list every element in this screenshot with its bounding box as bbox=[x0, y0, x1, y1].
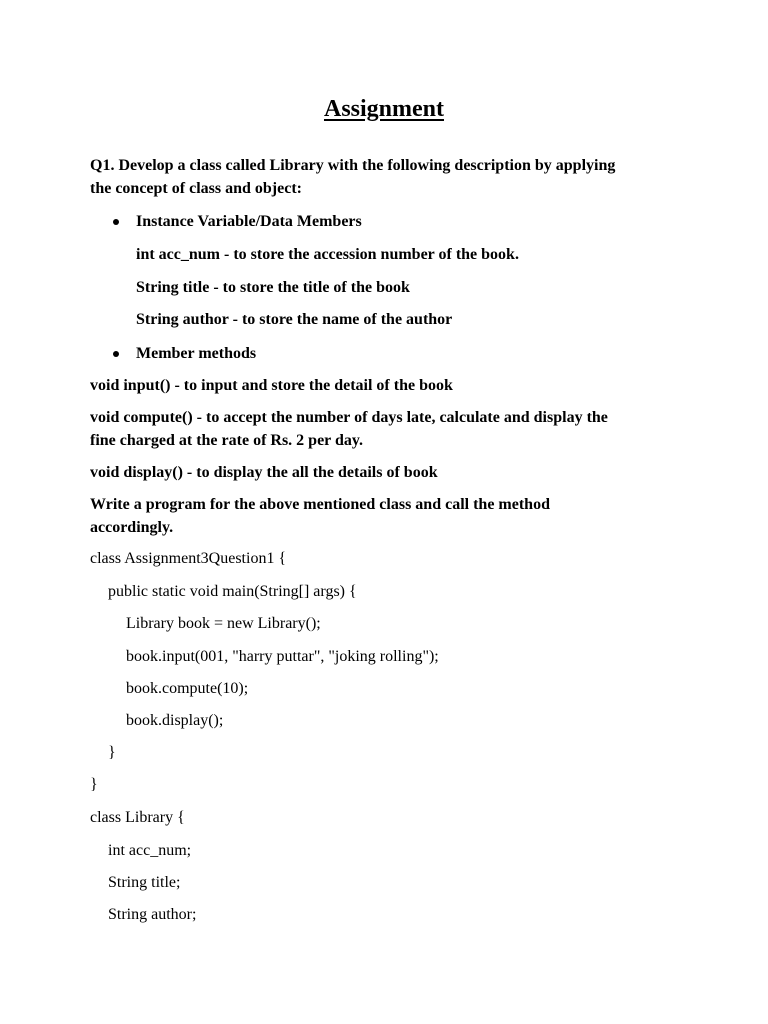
instance-variables-heading: Instance Variable/Data Members bbox=[136, 213, 362, 230]
code-line: class Assignment3Question1 { bbox=[90, 550, 287, 567]
question-line-2: the concept of class and object: bbox=[90, 180, 302, 197]
method-input: void input() - to input and store the detail of the book bbox=[90, 377, 453, 394]
code-line: book.display(); bbox=[126, 712, 224, 729]
instruction-line-2: accordingly. bbox=[90, 519, 174, 536]
member-acc-num: int acc_num - to store the accession number of the book. bbox=[136, 246, 519, 263]
instruction-line-1: Write a program for the above mentioned class and call the method bbox=[90, 496, 550, 513]
title-text: Assignment bbox=[323, 96, 444, 122]
bullet-icon bbox=[113, 351, 119, 357]
code-line: class Library { bbox=[90, 809, 185, 826]
code-line: } bbox=[108, 744, 116, 761]
code-line: String title; bbox=[108, 874, 181, 891]
method-compute-line-1: void compute() - to accept the number of days late, calculate and display the bbox=[90, 409, 608, 426]
member-methods-heading: Member methods bbox=[136, 345, 257, 362]
code-line: public static void main(String[] args) { bbox=[108, 583, 357, 600]
question-line-1: Q1. Develop a class called Library with the following description by applying bbox=[90, 157, 616, 174]
code-line: } bbox=[90, 776, 98, 793]
code-line: book.compute(10); bbox=[126, 680, 249, 697]
method-compute-line-2: fine charged at the rate of Rs. 2 per day. bbox=[90, 432, 363, 449]
code-line: Library book = new Library(); bbox=[126, 615, 321, 632]
bullet-icon bbox=[113, 219, 119, 225]
code-line: book.input(001, "harry puttar", "joking rolling"); bbox=[126, 648, 439, 665]
code-line: int acc_num; bbox=[108, 842, 192, 859]
member-author: String author - to store the name of the author bbox=[136, 311, 453, 328]
document-title bbox=[0, 94, 768, 124]
member-title: String title - to store the title of the book bbox=[136, 279, 410, 296]
method-display: void display() - to display the all the details of book bbox=[90, 464, 438, 481]
code-line: String author; bbox=[108, 906, 197, 923]
